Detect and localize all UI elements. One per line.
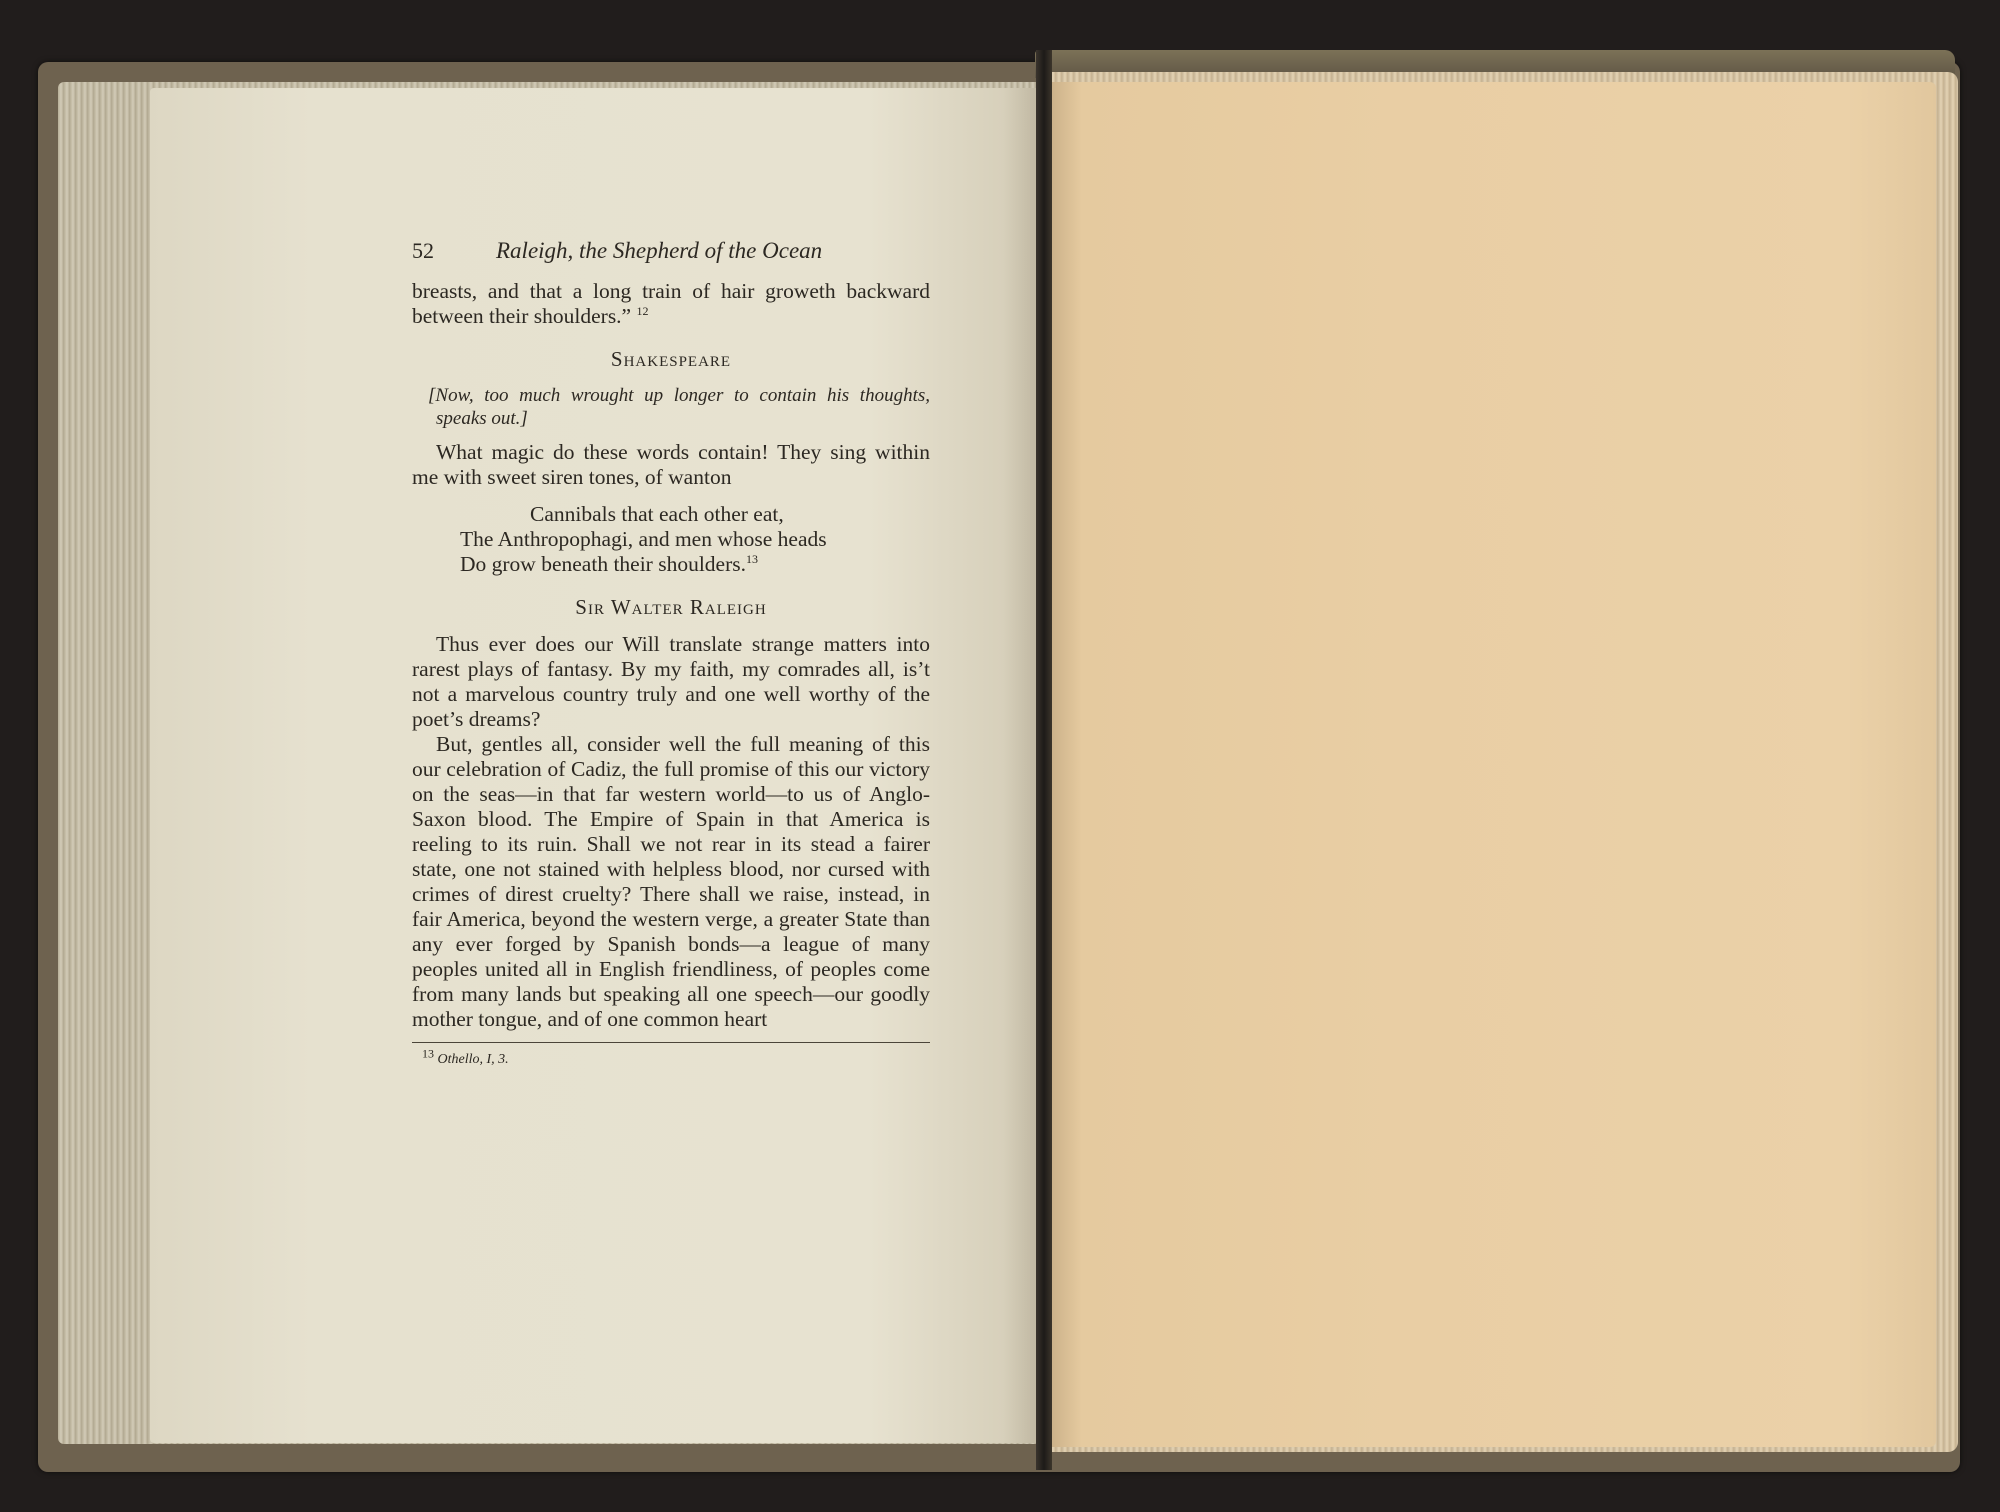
verse-quotation [460, 502, 930, 577]
footnote-rule [412, 1042, 930, 1043]
note-ref-13: 13 [746, 551, 758, 566]
speaker-heading-shakespeare: Shakespeare [610, 347, 732, 371]
left-page-text [412, 238, 930, 1072]
book-gutter [1036, 50, 1052, 1470]
opening-paragraph [412, 279, 930, 329]
opening-paragraph-text: breasts, and that a long train of hair groweth backward between their shoulders.” [412, 279, 930, 328]
footnote-text: Othello, I, 3. [437, 1052, 509, 1067]
footnote-number: 13 [422, 1046, 434, 1061]
paragraph-thus-ever: Thus ever does our Will translate strange matters into rarest plays of fantasy. By my faith, my comrades all, is’t not a marvelous country truly and one well worthy of the poet’s dreams? [412, 632, 930, 731]
right-page-blank [1046, 82, 1936, 1447]
verse-line-last [460, 552, 930, 577]
verse-line-text: Do grow beneath their shoulders. [460, 552, 746, 576]
note-ref-12: 12 [636, 303, 649, 318]
verse-line: Cannibals that each other eat, [530, 502, 784, 526]
speaker-heading-raleigh: Sir Walter Raleigh [575, 595, 767, 619]
verse-line: The Anthropophagi, and men whose heads [460, 527, 827, 551]
running-head [412, 238, 930, 263]
paragraph-what-magic: What magic do these words contain! They sing within me with sweet siren tones, of wanton [412, 440, 930, 489]
stage-direction: [Now, too much wrought up longer to contain his thoughts, speaks out.] [428, 385, 930, 429]
footnote [422, 1047, 930, 1072]
paragraph-but-gentles: But, gentles all, consider well the full meaning of this our celebration of Cadiz, the full promise of this our victory on the seas—in that far western world—to us of Anglo-Saxon blood. The Empire of Spain in that America is reeling to its ruin. Shall we not rear in its stead a fairer state, one not stained with helpless blood, nor cursed with crimes of direst cruelty? There shall we raise, instead, in fair America, beyond the western verge, a greater State than any ever forged by Spanish bonds—a league of many peoples united all in English friendliness, of peoples come from many lands but speaking all one speech—our goodly mother tongue, and of one common heart [412, 732, 930, 1031]
running-title: Raleigh, the Shepherd of the Ocean [496, 238, 823, 263]
page-number: 52 [412, 238, 434, 263]
